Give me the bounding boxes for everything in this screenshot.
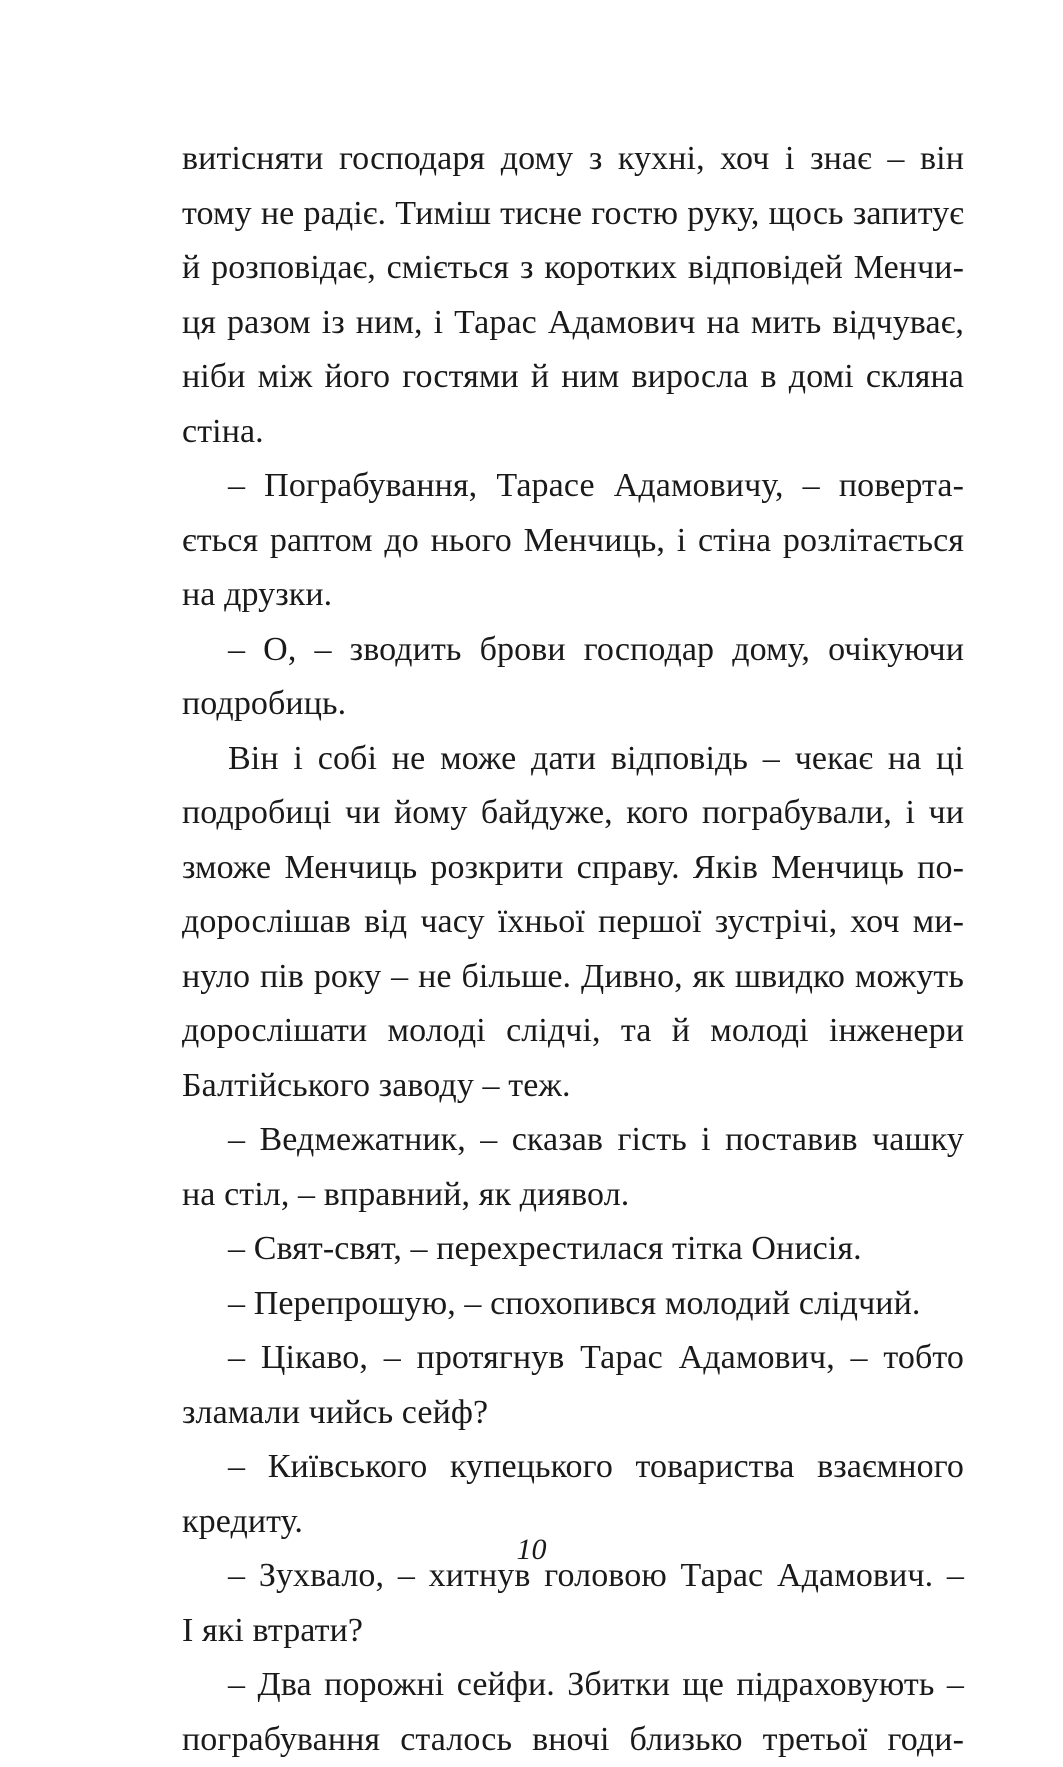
text-line: Він і собі не може дати відповідь – чекає на ці	[182, 732, 964, 787]
text-line: ніби між його гостями й ним виросла в домі скляна	[182, 350, 964, 405]
text-line: ється раптом до нього Менчиць, і стіна розлітається	[182, 514, 964, 569]
page-number: 10	[0, 1530, 1063, 1570]
text-line: зможе Менчиць розкрити справу. Яків Менчиць по-	[182, 841, 964, 896]
text-line: нуло пів року – не більше. Дивно, як швидко можуть	[182, 950, 964, 1005]
text-line: – Перепрошую, – спохопився молодий слідчий.	[182, 1277, 964, 1332]
text-line: на друзки.	[182, 568, 964, 623]
text-line: І які втрати?	[182, 1604, 964, 1659]
text-line: на стіл, – вправний, як диявол.	[182, 1168, 964, 1223]
text-line: дорослішати молоді слідчі, та й молоді інженери	[182, 1004, 964, 1059]
text-line: подробиць.	[182, 677, 964, 732]
body-text	[182, 132, 964, 1767]
text-line: пограбування сталось вночі близько третьої годи-	[182, 1713, 964, 1767]
text-line: Балтійського заводу – теж.	[182, 1059, 964, 1114]
text-line: – Свят-свят, – перехрестилася тітка Онисія.	[182, 1222, 964, 1277]
text-line: кредиту.	[182, 1495, 964, 1550]
text-line: зламали чийсь сейф?	[182, 1386, 964, 1441]
text-line: тому не радіє. Тиміш тисне гостю руку, щось запитує	[182, 187, 964, 242]
text-line: подробиці чи йому байдуже, кого пограбували, і чи	[182, 786, 964, 841]
text-line: – О, – зводить брови господар дому, очікуючи	[182, 623, 964, 678]
text-line: дорослішав від часу їхньої першої зустрічі, хоч ми-	[182, 895, 964, 950]
text-line: витісняти господаря дому з кухні, хоч і знає – він	[182, 132, 964, 187]
text-line: й розповідає, сміється з коротких відповідей Менчи-	[182, 241, 964, 296]
text-line: ця разом із ним, і Тарас Адамович на мить відчуває,	[182, 296, 964, 351]
text-line: – Цікаво, – протягнув Тарас Адамович, – тобто	[182, 1331, 964, 1386]
text-line: – Ведмежатник, – сказав гість і поставив чашку	[182, 1113, 964, 1168]
text-line: – Київського купецького товариства взаємного	[182, 1440, 964, 1495]
text-line: стіна.	[182, 405, 964, 460]
text-line: – Пограбування, Тарасе Адамовичу, – поверта-	[182, 459, 964, 514]
text-line: – Зухвало, – хитнув головою Тарас Адамович. –	[182, 1549, 964, 1604]
text-line: – Два порожні сейфи. Збитки ще підраховують –	[182, 1658, 964, 1713]
